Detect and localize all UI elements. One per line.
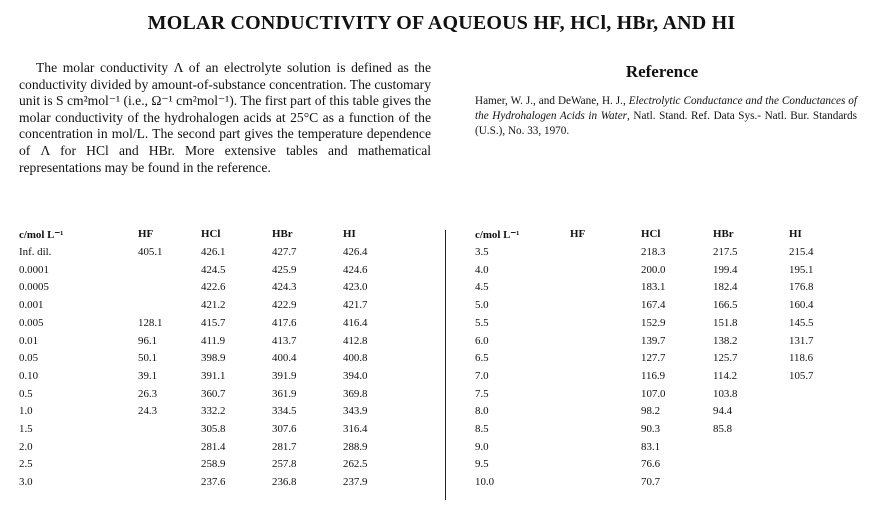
table-cell: 0.10 [19,369,39,382]
table-cell: 50.1 [138,352,158,365]
table-cell: 9.5 [475,458,489,471]
table-cell: 343.9 [343,405,368,418]
table-row [475,458,870,474]
reference-title: Electrolytic Conductance and the Conductances of the Hydrohalogen Acids in Water [475,95,857,122]
table-row [19,405,414,421]
table-cell: 114.2 [713,369,738,382]
table-cell: 7.0 [475,369,489,382]
table-cell: 167.4 [641,299,666,312]
table-cell: 83.1 [641,440,661,453]
table-row [475,476,870,492]
table-cell: 151.8 [713,316,738,329]
table-row [19,335,414,351]
table-cell: 8.0 [475,405,489,418]
table-cell: 139.7 [641,334,666,347]
table-cell: 281.4 [201,440,226,453]
table-cell: 391.9 [272,369,297,382]
table-cell: 118.6 [789,352,814,365]
table-row [475,246,870,262]
table-cell: 281.7 [272,440,297,453]
table-cell: 421.7 [343,299,368,312]
reference-authors: Hamer, W. J., and DeWane, H. J., [475,95,629,107]
table-cell: 369.8 [343,387,368,400]
reference-heading: Reference [625,62,699,81]
table-cell: 2.0 [19,440,33,453]
table-row [475,299,870,315]
column-divider [445,230,446,500]
table-cell: 2.5 [19,458,33,471]
reference-citation [475,94,857,139]
table-cell: 417.6 [272,316,297,329]
table-cell: 6.5 [475,352,489,365]
table-cell: 24.3 [138,405,158,418]
page-title: MOLAR CONDUCTIVITY OF AQUEOUS HF, HCl, HBr, AND HI [147,12,736,34]
table-cell: 176.8 [789,281,814,294]
table-header-cell: HCl [641,228,661,240]
table-cell: 217.5 [713,246,738,258]
table-cell: Inf. dil. [19,246,52,258]
table-row [475,352,870,368]
table-cell: 316.4 [343,423,368,435]
table-row [19,299,414,315]
table-header-cell: HCl [201,228,221,240]
table-cell: 7.5 [475,387,489,400]
table-cell: 160.4 [789,299,814,312]
table-cell: 90.3 [641,423,661,435]
table-header-cell: HBr [272,228,293,240]
table-cell: 218.3 [641,246,666,258]
table-row [475,405,870,421]
table-cell: 400.8 [343,352,368,365]
table-row [19,441,414,457]
table-cell: 237.9 [343,476,368,489]
table-cell: 394.0 [343,369,368,382]
table-row [475,317,870,333]
table-cell: 412.8 [343,334,368,347]
intro-text [19,60,431,176]
table-cell: 424.3 [272,281,297,294]
table-cell: 258.9 [201,458,226,471]
table-cell: 131.7 [789,334,814,347]
table-cell: 105.7 [789,369,814,382]
table-cell: 6.0 [475,334,489,347]
table-cell: 127.7 [641,352,666,365]
table-cell: 125.7 [713,352,738,365]
table-row [19,317,414,333]
table-cell: 411.9 [201,334,226,347]
table-cell: 199.4 [713,263,738,276]
table-cell: 422.6 [201,281,226,294]
table-cell: 0.0001 [19,263,49,276]
table-cell: 1.5 [19,423,33,435]
table-header-cell: c/mol L⁻¹ [475,229,520,241]
table-cell: 94.4 [713,405,733,418]
table-cell: 152.9 [641,316,666,329]
table-cell: 9.0 [475,440,489,453]
table-cell: 5.0 [475,299,489,312]
table-cell: 360.7 [201,387,226,400]
table-cell: 422.9 [272,299,297,312]
table-cell: 138.2 [713,334,738,347]
table-cell: 416.4 [343,316,368,329]
table-cell: 70.7 [641,476,661,489]
intro-paragraph: The molar conductivity Λ of an electrolyte solution is defined as the conductivity divided by amount-of-substance concentration. The customary unit is S cm²mol⁻¹ (i.e., Ω⁻¹ cm²mol⁻¹). The first part of this table gives the molar conductivity of the hydrohalogen acids at 25°C as a function of the concentration in mol/L. The second part gives the temperature dependence of Λ for HCl and HBr. More extensive tables and mathematical representations may be found in the reference. [19,60,431,175]
table-cell: 96.1 [138,334,158,347]
table-cell: 237.6 [201,476,226,489]
table-header-cell: HI [343,228,356,240]
table-cell: 183.1 [641,281,666,294]
table-cell: 145.5 [789,316,814,329]
table-header-cell: c/mol L⁻¹ [19,229,64,241]
table-cell: 262.5 [343,458,368,471]
table-row [475,370,870,386]
reference-details: , Natl. Stand. Ref. Data Sys.- Natl. Bur. Standards (U.S.), No. 33, 1970. [475,110,857,137]
table-cell: 5.5 [475,316,489,329]
table-cell: 413.7 [272,334,297,347]
table-cell: 334.5 [272,405,297,418]
table-header-cell: HBr [713,228,734,240]
table-cell: 405.1 [138,246,163,258]
table-cell: 128.1 [138,316,163,329]
table-row [475,423,870,439]
table-cell: 215.4 [789,246,814,258]
table-cell: 426.4 [343,246,368,258]
table-cell: 116.9 [641,369,666,382]
table-cell: 166.5 [713,299,738,312]
table-header-cell: HF [138,228,154,240]
table-row [19,476,414,492]
table-cell: 421.2 [201,299,226,312]
table-cell: 182.4 [713,281,738,294]
table-cell: 391.1 [201,369,226,382]
table-cell: 0.5 [19,387,33,400]
table-cell: 398.9 [201,352,226,365]
table-header-row [19,228,414,244]
table-cell: 4.0 [475,263,489,276]
table-cell: 361.9 [272,387,297,400]
table-cell: 0.005 [19,316,44,329]
table-header-row [475,228,870,244]
table-cell: 0.0005 [19,281,49,294]
table-cell: 39.1 [138,369,158,382]
table-row [19,370,414,386]
table-row [19,281,414,297]
table-cell: 425.9 [272,263,297,276]
table-cell: 107.0 [641,387,666,400]
table-cell: 26.3 [138,387,158,400]
table-cell: 0.01 [19,334,39,347]
table-cell: 103.8 [713,387,738,400]
table-cell: 76.6 [641,458,661,471]
table-cell: 8.5 [475,423,489,435]
table-cell: 3.0 [19,476,33,489]
table-cell: 415.7 [201,316,226,329]
table-cell: 200.0 [641,263,666,276]
table-row [475,441,870,457]
table-cell: 332.2 [201,405,226,418]
table-header-cell: HF [570,228,586,240]
table-cell: 195.1 [789,263,814,276]
table-cell: 4.5 [475,281,489,294]
table-cell: 424.5 [201,263,226,276]
table-cell: 236.8 [272,476,297,489]
table-cell: 427.7 [272,246,297,258]
table-cell: 257.8 [272,458,297,471]
table-row [475,264,870,280]
table-cell: 426.1 [201,246,226,258]
table-cell: 0.001 [19,299,44,312]
table-header-cell: HI [789,228,802,240]
table-cell: 98.2 [641,405,661,418]
table-cell: 423.0 [343,281,368,294]
table-cell: 3.5 [475,246,489,258]
table-cell: 307.6 [272,423,297,435]
table-row [19,246,414,262]
table-cell: 288.9 [343,440,368,453]
table-row [19,423,414,439]
table-cell: 85.8 [713,423,733,435]
table-row [19,352,414,368]
table-row [19,264,414,280]
table-row [475,388,870,404]
table-cell: 400.4 [272,352,297,365]
table-cell: 1.0 [19,405,33,418]
table-cell: 305.8 [201,423,226,435]
table-row [475,335,870,351]
table-cell: 10.0 [475,476,495,489]
table-cell: 424.6 [343,263,368,276]
table-cell: 0.05 [19,352,39,365]
table-row [19,458,414,474]
table-row [19,388,414,404]
table-row [475,281,870,297]
